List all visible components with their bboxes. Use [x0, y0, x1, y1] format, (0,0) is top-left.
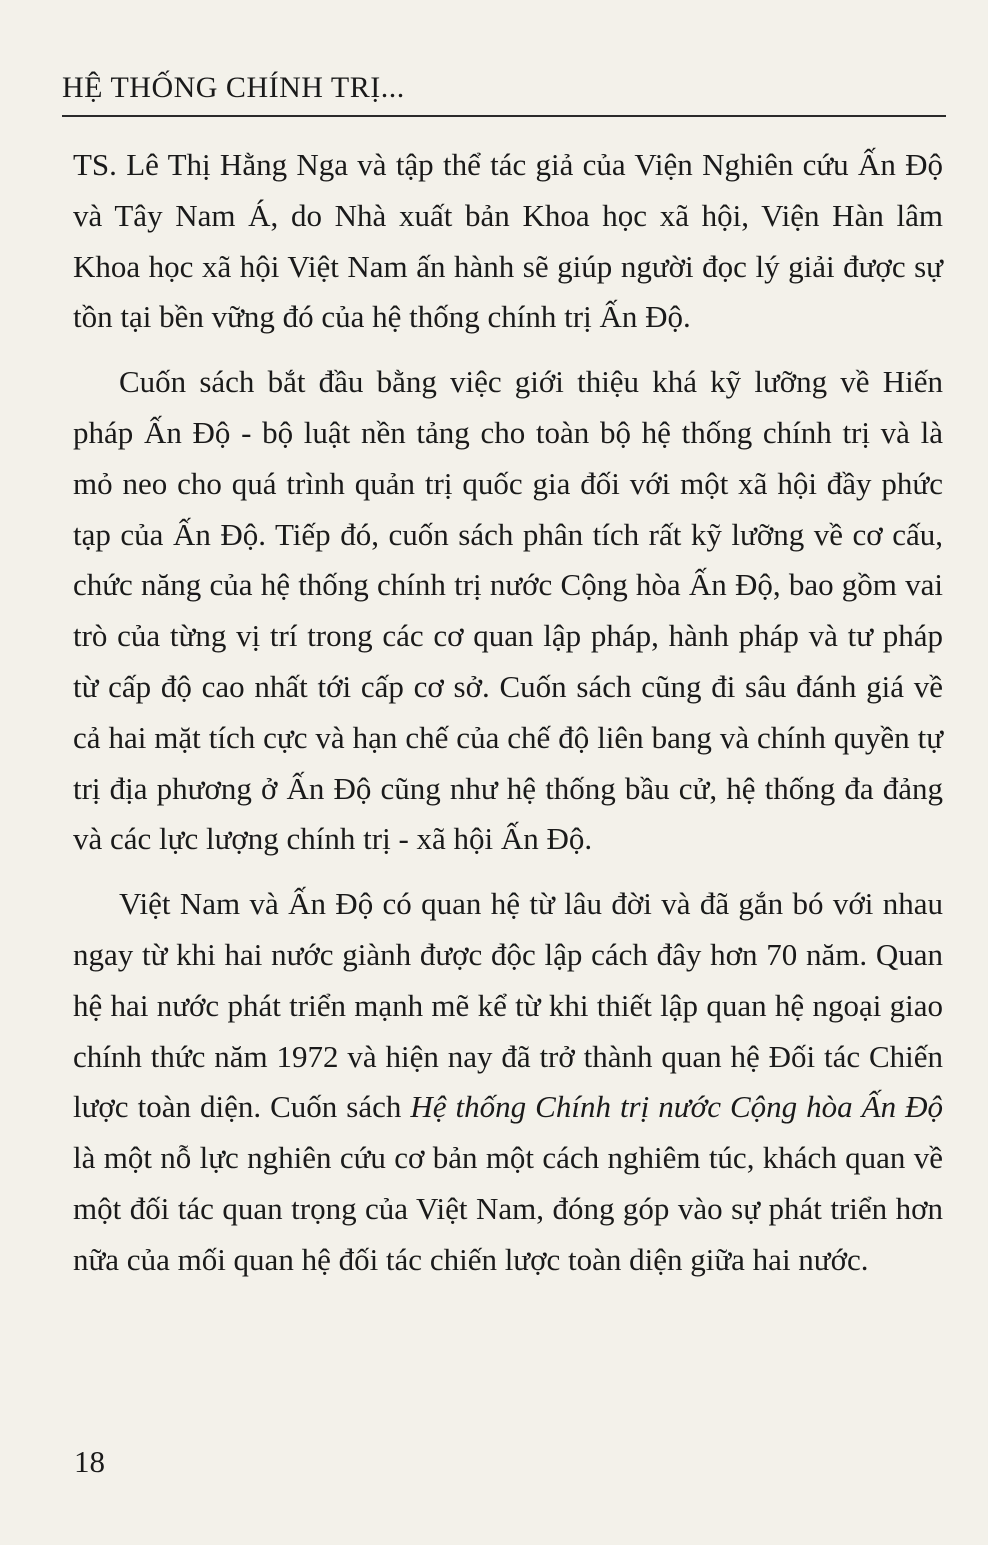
paragraph-book-overview: Cuốn sách bắt đầu bằng việc giới thiệu khá kỹ lưỡng về Hiến pháp Ấn Độ - bộ luật nền tảng cho toàn bộ hệ thống chính trị và là mỏ neo cho quá trình quản trị quốc gia đối với một xã hội đầy phức tạp của Ấn Độ. Tiếp đó, cuốn sách phân tích rất kỹ lưỡng về cơ cấu, chức năng của hệ thống chính trị nước Cộng hòa Ấn Độ, bao gồm vai trò của từng vị trí trong các cơ quan lập pháp, hành pháp và tư pháp từ cấp độ cao nhất tới cấp cơ sở. Cuốn sách cũng đi sâu đánh giá về cả hai mặt tích cực và hạn chế của chế độ liên bang và chính quyền tự trị địa phương ở Ấn Độ cũng như hệ thống bầu cử, hệ thống đa đảng và các lực lượng chính trị - xã hội Ấn Độ. [73, 364, 943, 857]
body-text [73, 140, 943, 1286]
paragraph-text-before-title: Việt Nam và Ấn Độ có quan hệ từ lâu đời và đã gắn bó với nhau ngay từ khi hai nước giành được độc lập cách đây hơn 70 năm. Quan hệ hai nước phát triển mạnh mẽ kể từ khi thiết lập quan hệ ngoại giao chính thức năm 1972 và hiện nay đã trở thành quan hệ Đối tác Chiến lược toàn diện. Cuốn sách [73, 886, 943, 1125]
paragraph-text-after-title: là một nỗ lực nghiên cứu cơ bản một cách nghiêm túc, khách quan về một đối tác quan trọng của Việt Nam, đóng góp vào sự phát triển hơn nữa của mối quan hệ đối tác chiến lược toàn diện giữa hai nước. [73, 1140, 943, 1277]
page-number: 18 [74, 1444, 105, 1479]
paragraph-continuation: TS. Lê Thị Hằng Nga và tập thể tác giả của Viện Nghiên cứu Ấn Độ và Tây Nam Á, do Nhà xuất bản Khoa học xã hội, Viện Hàn lâm Khoa học xã hội Việt Nam ấn hành sẽ giúp người đọc lý giải được sự tồn tại bền vững đó của hệ thống chính trị Ấn Độ. [73, 147, 943, 335]
book-title-italic: Hệ thống Chính trị nước Cộng hòa Ấn Độ [410, 1089, 943, 1125]
header-rule [62, 115, 946, 117]
paragraph-bilateral-relations [73, 879, 943, 1285]
running-header: HỆ THỐNG CHÍNH TRỊ... [62, 71, 405, 104]
